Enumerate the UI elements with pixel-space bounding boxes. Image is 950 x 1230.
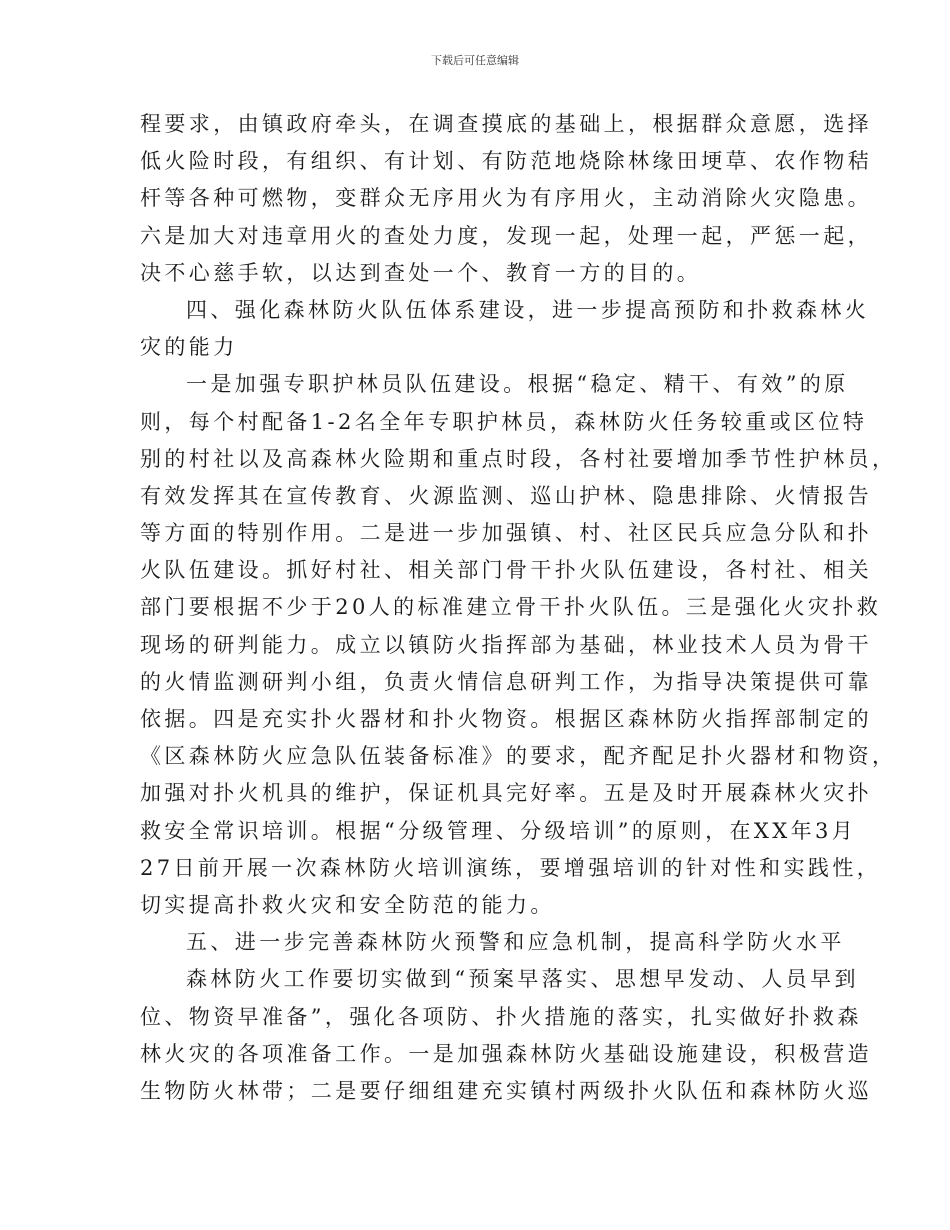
text-line: 现场的研判能力。成立以镇防火指挥部为基础，林业技术人员为骨干 [140, 632, 872, 657]
section-heading-4-cont: 灾的能力 [140, 335, 238, 360]
text-line: 救安全常识培训。根据“分级管理、分级培训”的原则，在XX年3月 [140, 818, 857, 843]
text-line: 有效发挥其在宣传教育、火源监测、巡山护林、隐患排除、火情报告 [140, 483, 872, 508]
page-header: 下载后可任意编辑 [431, 54, 519, 67]
text-line: 切实提高扑救火灾和安全防范的能力。 [140, 892, 555, 917]
document-body [140, 106, 897, 1110]
text-line: 的火情监测研判小组，负责火情信息研判工作，为指导决策提供可靠 [140, 669, 872, 694]
text-line: 依据。四是充实扑火器材和扑火物资。根据区森林防火指挥部制定的 [140, 707, 872, 731]
text-line: 部门要根据不少于20人的标准建立骨干扑火队伍。三是强化火灾扑救 [140, 595, 882, 620]
text-line: 杆等各种可燃物，变群众无序用火为有序用火，主动消除火灾隐患。 [140, 186, 872, 211]
text-line: 则，每个村配备1-2名全年专职护林员，森林防火任务较重或区位特 [140, 409, 868, 434]
text-line: 加强对扑火机具的维护，保证机具完好率。五是及时开展森林火灾扑 [140, 781, 872, 806]
text-line: 27日前开展一次森林防火培训演练，要增强培训的针对性和实践性， [140, 855, 882, 880]
text-line: 六是加大对违章用火的查处力度，发现一起，处理一起，严惩一起， [140, 223, 872, 248]
text-line: 森林防火工作要切实做到“预案早落实、思想早发动、人员早到 [186, 967, 859, 992]
text-line: 决不心慈手软，以达到查处一个、教育一方的目的。 [140, 260, 702, 285]
text-line: 一是加强专职护林员队伍建设。根据“稳定、精干、有效”的原 [186, 372, 849, 397]
text-line: 低火险时段，有组织、有计划、有防范地烧除林缘田埂草、农作物秸 [140, 149, 872, 174]
text-line: 林火灾的各项准备工作。一是加强森林防火基础设施建设，积极营造 [140, 1041, 872, 1066]
section-heading-4: 四、强化森林防火队伍体系建设，进一步提高预防和扑救森林火 [186, 297, 870, 322]
text-line: 等方面的特别作用。二是进一步加强镇、村、社区民兵应急分队和扑 [140, 521, 872, 546]
text-line: 火队伍建设。抓好村社、相关部门骨干扑火队伍建设，各村社、相关 [140, 558, 872, 583]
text-line: 别的村社以及高森林火险期和重点时段，各村社要增加季节性护林员， [140, 446, 897, 471]
text-line: 位、物资早准备”，强化各项防、扑火措施的落实，扎实做好扑救森 [140, 1004, 862, 1029]
text-line: 程要求，由镇政府牵头，在调查摸底的基础上，根据群众意愿，选择 [140, 112, 872, 136]
text-line: 《区森林防火应急队伍装备标准》的要求，配齐配足扑火器材和物资， [140, 744, 897, 769]
text-line: 生物防火林带；二是要仔细组建充实镇村两级扑火队伍和森林防火巡 [140, 1078, 872, 1103]
section-heading-5: 五、进一步完善森林防火预警和应急机制，提高科学防火水平 [186, 930, 845, 955]
